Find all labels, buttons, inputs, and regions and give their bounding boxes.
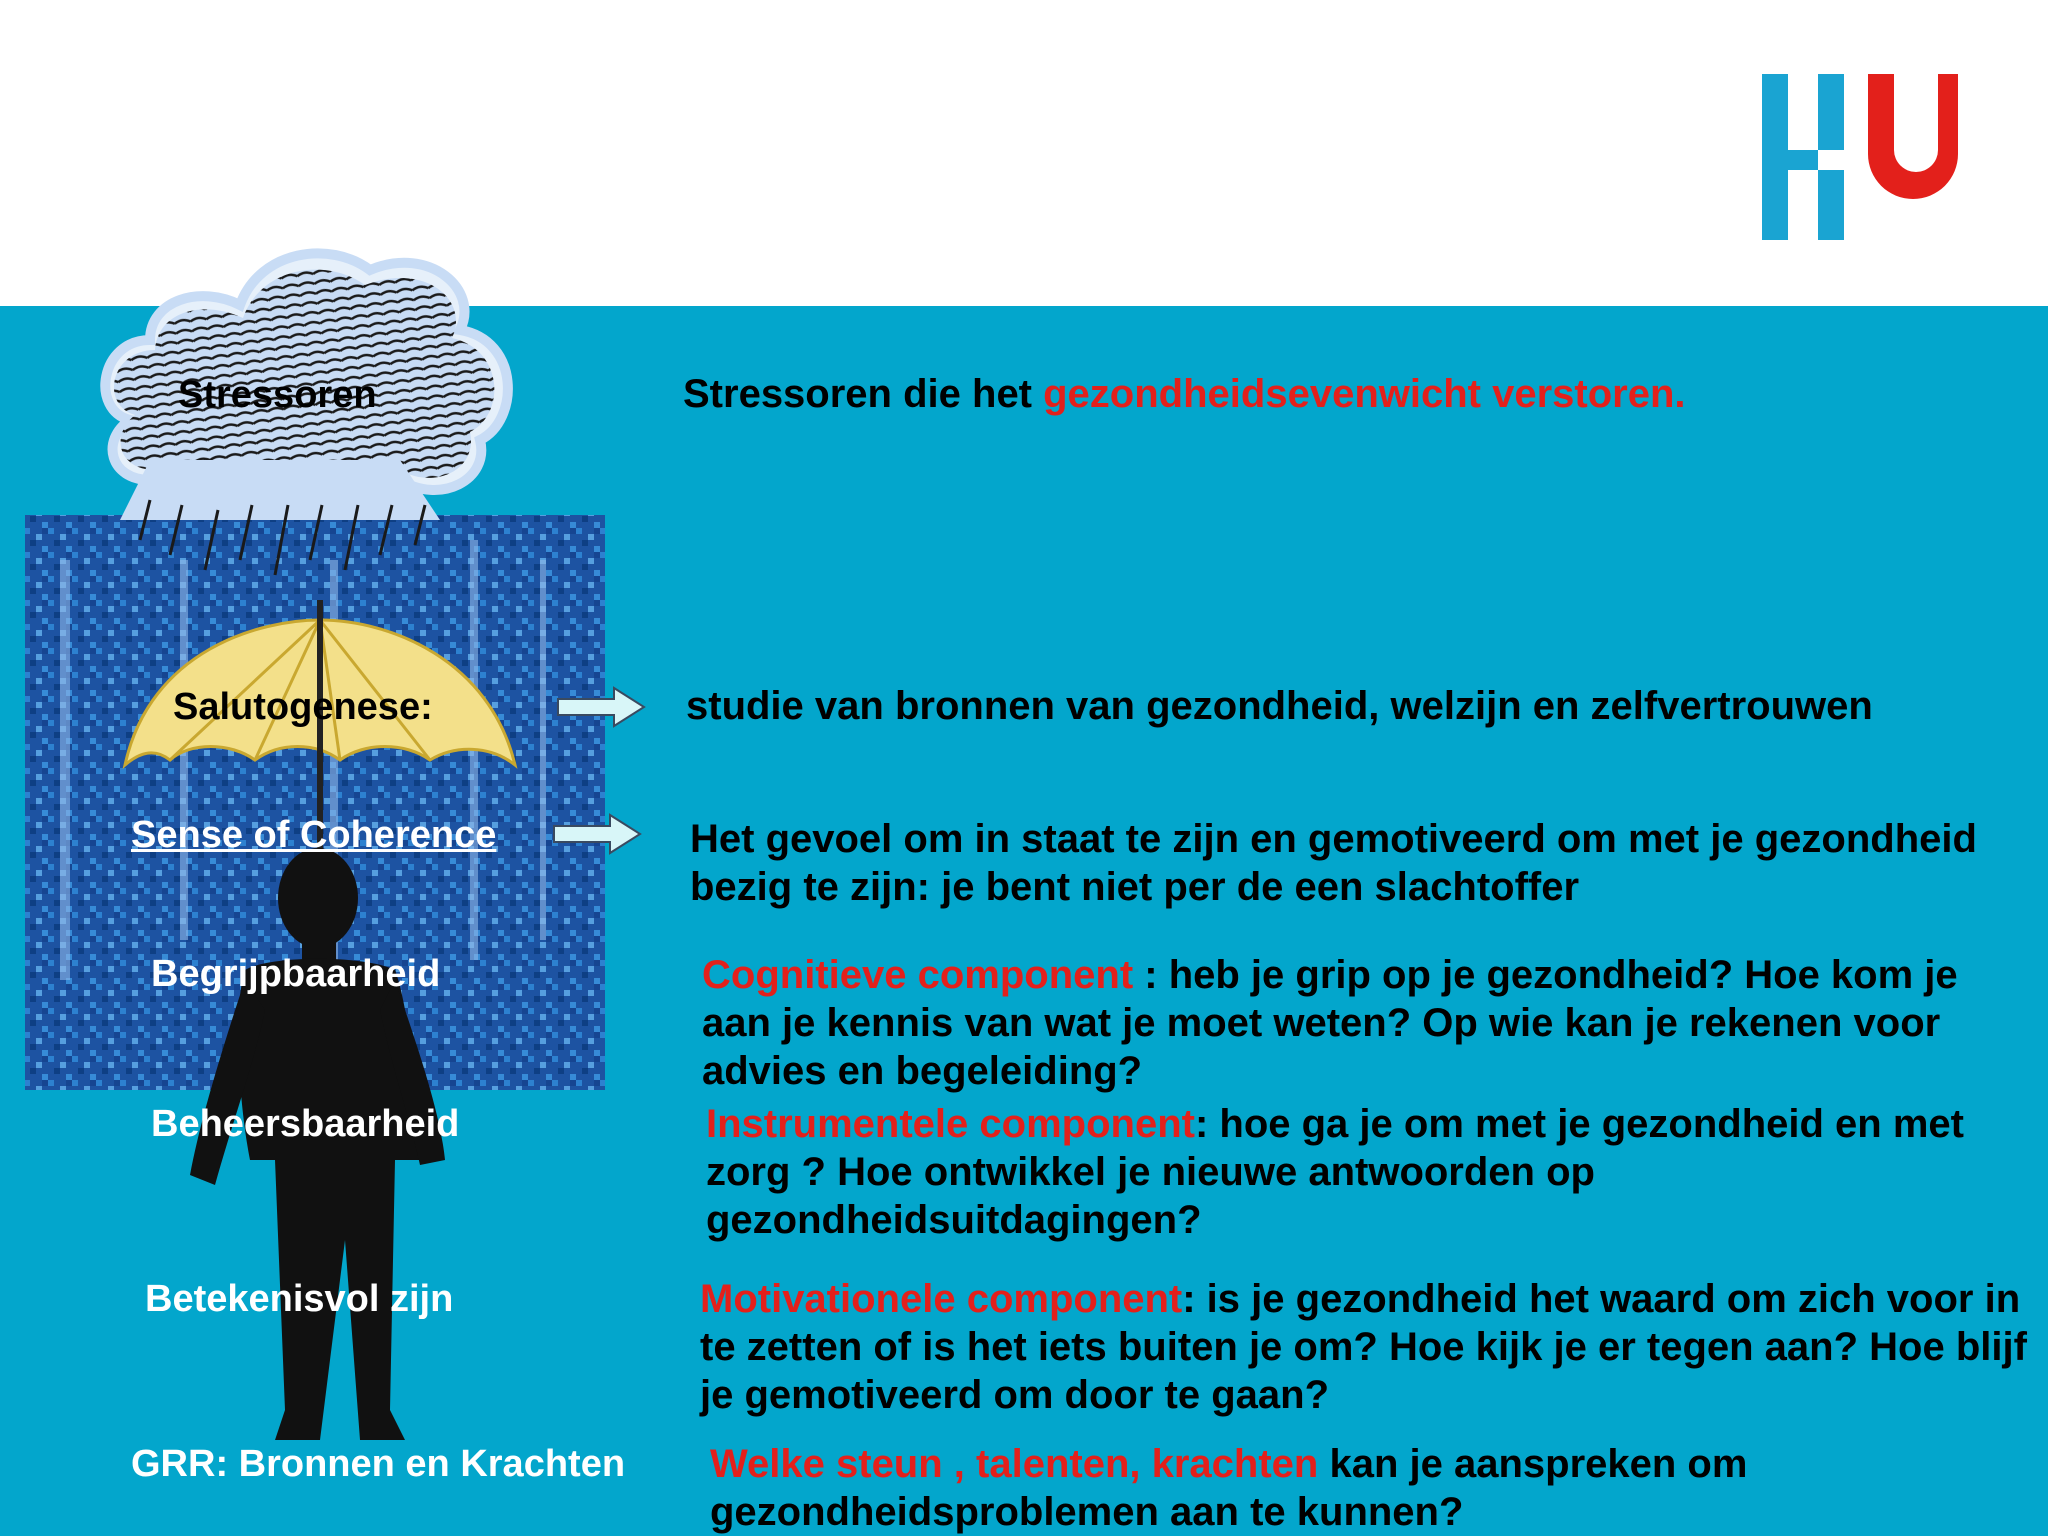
grr-text <box>710 1440 1810 1536</box>
motivationeel-text <box>700 1275 2030 1419</box>
cognitief-label: Cognitieve component <box>702 953 1134 997</box>
link-sense-of-coherence[interactable]: Sense of Coherence <box>131 814 497 856</box>
right-arrow-icon <box>552 813 642 855</box>
stressoren-text-black: Stressoren die het <box>683 372 1044 416</box>
instrumenteel-text <box>706 1100 1996 1244</box>
motivationeel-label: Motivationele component <box>700 1277 1183 1321</box>
soc-text: Het gevoel om in staat te zijn en gemotiveerd om met je gezondheid bezig te zijn: je bent niet per de een slachtoffer <box>690 817 1977 909</box>
label-beheersbaarheid: Beheersbaarheid <box>151 1103 460 1145</box>
grr-label: Welke steun , talenten, krachten <box>710 1442 1319 1486</box>
right-arrow-icon <box>556 686 646 728</box>
instrumenteel-rest: : hoe ga je om met je gezondheid en met zorg ? Hoe ontwikkel je nieuwe antwoorden op gezondheidsuitdagingen? <box>706 1102 1964 1242</box>
label-grr: GRR: Bronnen en Krachten <box>131 1443 626 1485</box>
stressoren-text <box>683 370 1686 418</box>
label-salutogenese: Salutogenese: <box>173 686 433 728</box>
hu-logo <box>1762 74 1958 240</box>
grr-rest: kan je aanspreken om gezondheidsproblemen aan te kunnen? <box>710 1442 1748 1534</box>
label-stressoren: Stressoren <box>178 374 377 416</box>
stressoren-text-red: gezondheidsevenwicht verstoren. <box>1043 372 1686 416</box>
salutogenese-text: studie van bronnen van gezondheid, welzijn en zelfvertrouwen <box>686 684 1873 728</box>
stress-illustration <box>0 230 680 1536</box>
label-begrijpbaarheid: Begrijpbaarheid <box>151 953 441 995</box>
instrumenteel-label: Instrumentele component <box>706 1102 1195 1146</box>
label-betekenisvol: Betekenisvol zijn <box>145 1278 454 1320</box>
cognitief-text <box>702 951 2032 1095</box>
cognitief-rest: : heb je grip op je gezondheid? Hoe kom je aan je kennis van wat je moet weten? Op wie kan je rekenen voor advies en begeleiding? <box>702 953 1958 1093</box>
motivationeel-rest: : is je gezondheid het waard om zich voor in te zetten of is het iets buiten je om? Hoe kijk je er tegen aan? Hoe blijf je gemotiveerd om door te gaan? <box>700 1277 2027 1417</box>
